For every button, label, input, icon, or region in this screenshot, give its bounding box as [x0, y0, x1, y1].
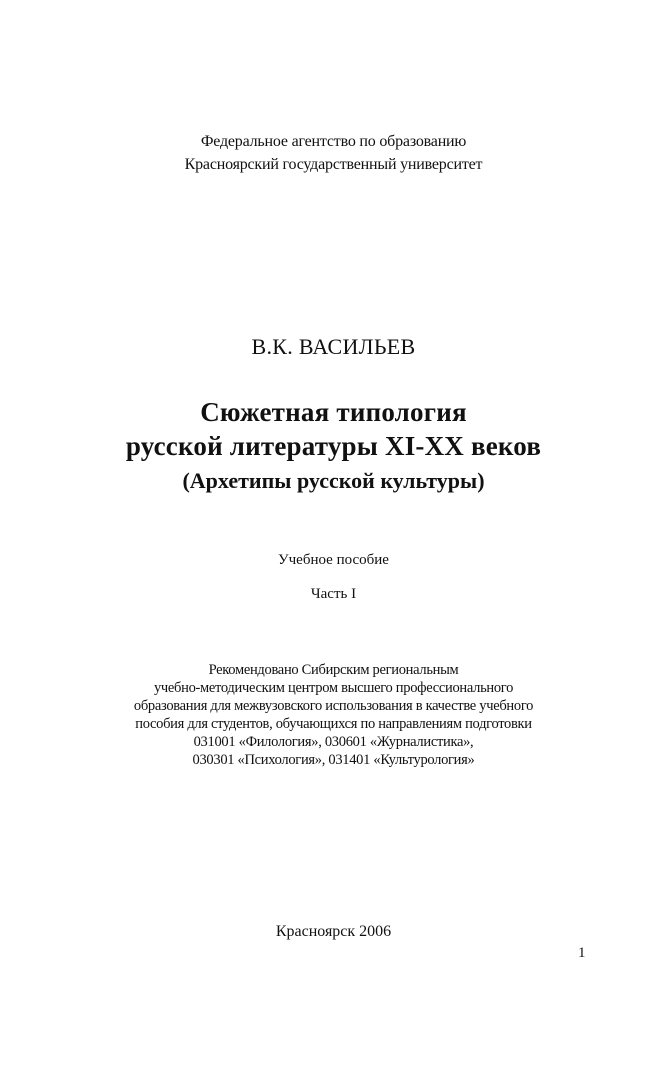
page-number: 1	[578, 945, 586, 961]
publication-type: Учебное пособие	[278, 552, 389, 568]
author-name: В.К. ВАСИЛЬЕВ	[251, 334, 416, 359]
book-subtitle: (Архетипы русской культуры)	[182, 468, 485, 493]
book-title-line-1: Сюжетная типология	[200, 397, 467, 427]
university-name: Красноярский государственный университет	[184, 156, 483, 173]
part-number: Часть I	[310, 586, 357, 602]
recommendation-line: Рекомендовано Сибирским региональным	[208, 662, 459, 678]
city-year: Красноярск 2006	[275, 923, 392, 940]
recommendation-line: 031001 «Филология», 030601 «Журналистика»,	[193, 734, 474, 750]
agency-name: Федеральное агентство по образованию	[200, 133, 467, 150]
recommendation-line: образования для межвузовского использования в качестве учебного	[133, 698, 534, 714]
recommendation-line: пособия для студентов, обучающихся по направлениям подготовки	[135, 716, 532, 732]
recommendation-line: учебно-методическим центром высшего профессионального	[153, 680, 514, 696]
recommendation-line: 030301 «Психология», 031401 «Культурология»	[192, 752, 475, 768]
book-title-line-2: русской литературы XI-XX веков	[125, 431, 542, 461]
